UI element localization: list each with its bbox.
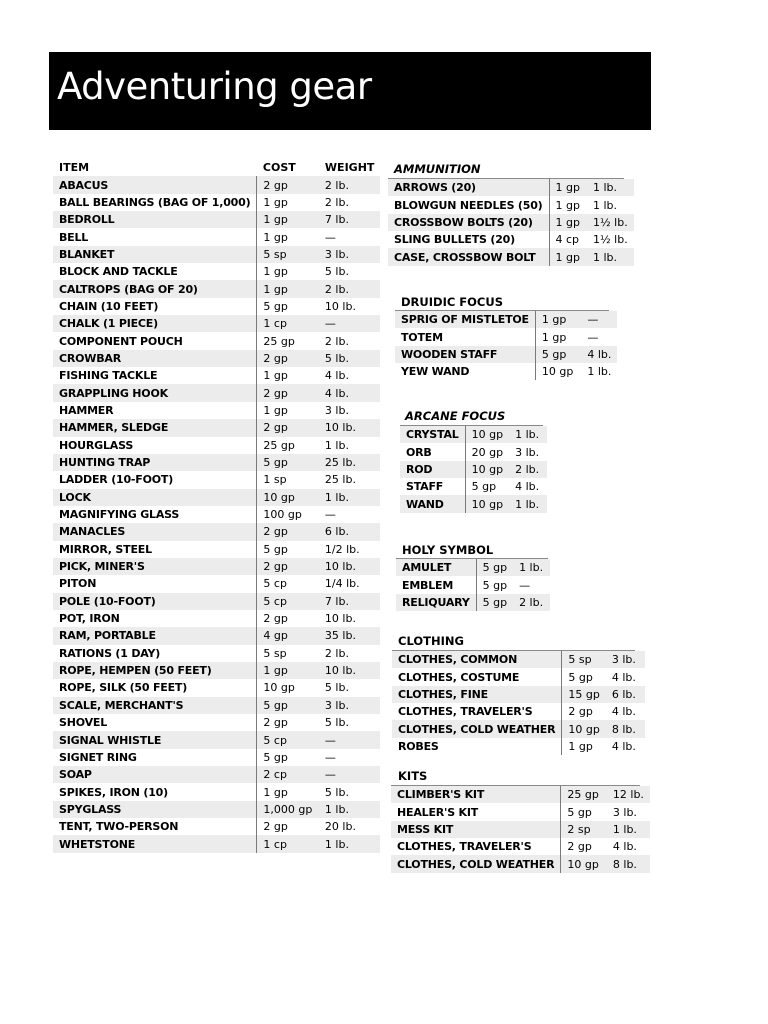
- table-row: [53, 766, 380, 783]
- table-row: [53, 419, 380, 436]
- ammunition-title: AMMUNITION: [394, 162, 481, 176]
- item-cost: 10 gp: [562, 720, 606, 737]
- arcane-row: [400, 478, 547, 495]
- table-row: [53, 506, 380, 523]
- item-name: TENT, TWO-PERSON: [59, 820, 179, 834]
- item-name: EMBLEM: [402, 578, 454, 592]
- item-name: ROD: [400, 461, 465, 478]
- table-row: [53, 454, 380, 471]
- item-weight: 1 lb.: [587, 365, 612, 379]
- item-weight: —: [319, 731, 380, 748]
- item-weight: 6 lb.: [606, 686, 645, 703]
- item-name: CLOTHES, TRAVELER'S: [397, 840, 532, 854]
- arcane-focus-table: [400, 426, 547, 513]
- item-weight: 5 lb.: [324, 785, 349, 799]
- item-name: BALL BEARINGS (BAG OF 1,000): [59, 195, 251, 209]
- item-weight: 2 lb.: [319, 280, 380, 297]
- item-cost: 5 gp: [465, 478, 509, 495]
- item-weight: 10 lb.: [319, 558, 380, 575]
- item-cost: 5 cp: [257, 575, 319, 592]
- item-weight: —: [324, 750, 336, 764]
- kits-row: [391, 838, 650, 855]
- item-weight: 3 lb.: [606, 651, 645, 668]
- druidic-focus-table: [395, 311, 617, 380]
- item-weight: 2 lb.: [324, 334, 349, 348]
- item-weight: 3 lb.: [324, 403, 349, 417]
- item-name: ROPE, SILK (50 FEET): [59, 681, 188, 695]
- arcane-row: [400, 426, 547, 443]
- item-cost: 10 gp: [561, 855, 607, 872]
- item-weight: 2 lb.: [324, 646, 349, 660]
- table-row: [53, 350, 380, 367]
- item-weight: 5 lb.: [324, 265, 349, 279]
- item-name: SCALE, MERCHANT'S: [53, 697, 257, 714]
- item-name: CLOTHES, COMMON: [392, 651, 562, 668]
- ammunition-row: [388, 214, 634, 231]
- item-cost: 2 gp: [257, 714, 319, 731]
- item-name: STAFF: [406, 480, 444, 494]
- item-cost: 5 gp: [257, 298, 319, 315]
- clothing-title: CLOTHING: [398, 634, 464, 648]
- item-name: HAMMER: [59, 403, 114, 417]
- item-weight: 1 lb.: [513, 559, 550, 576]
- item-cost: 5 gp: [476, 594, 513, 611]
- item-weight: 7 lb.: [319, 211, 380, 228]
- item-name: MESS KIT: [391, 821, 561, 838]
- item-weight: 7 lb.: [319, 593, 380, 610]
- item-weight: 20 lb.: [324, 820, 356, 834]
- item-name: CLOTHES, TRAVELER'S: [398, 705, 533, 719]
- item-name: BLOWGUN NEEDLES (50): [394, 198, 543, 212]
- item-cost: 1 gp: [257, 783, 319, 800]
- weight-column-header: WEIGHT: [324, 161, 375, 175]
- item-weight: 4 lb.: [581, 346, 617, 363]
- item-cost: 5 gp: [257, 697, 319, 714]
- table-row: [53, 679, 380, 696]
- table-row: [53, 662, 380, 679]
- item-weight: 2 lb.: [513, 594, 550, 611]
- item-cost: 10 gp: [465, 495, 509, 512]
- item-name: ROPE, HEMPEN (50 FEET): [53, 662, 257, 679]
- item-name: SPIKES, IRON (10): [59, 785, 168, 799]
- item-name: YEW WAND: [401, 365, 470, 379]
- item-name: FISHING TACKLE: [59, 369, 158, 383]
- item-cost: 25 gp: [257, 437, 319, 454]
- item-cost: 1 gp: [535, 328, 581, 345]
- item-name: LOCK: [53, 489, 257, 506]
- item-name: RATIONS (1 DAY): [59, 646, 161, 660]
- table-row: [53, 731, 380, 748]
- kits-title: KITS: [398, 769, 428, 783]
- item-name: HEALER'S KIT: [397, 805, 479, 819]
- item-weight: 35 lb.: [319, 627, 380, 644]
- item-cost: 5 cp: [257, 731, 319, 748]
- item-weight: —: [581, 311, 617, 328]
- item-name: HOURGLASS: [59, 438, 134, 452]
- item-name: COMPONENT POUCH: [59, 334, 183, 348]
- druidic-row: [395, 363, 617, 380]
- item-cost: 5 gp: [476, 559, 513, 576]
- item-name: BLANKET: [53, 246, 257, 263]
- item-cost: 20 gp: [465, 443, 509, 460]
- item-cost: 2 gp: [257, 610, 319, 627]
- item-cost: 100 gp: [257, 506, 319, 523]
- ammunition-row: [388, 196, 634, 213]
- item-weight: 2 lb.: [324, 195, 349, 209]
- item-weight: 4 lb.: [324, 369, 349, 383]
- item-name: SIGNAL WHISTLE: [53, 731, 257, 748]
- item-cost: 10 gp: [465, 426, 509, 443]
- item-cost: 1 gp: [535, 311, 581, 328]
- item-cost: 1 gp: [257, 228, 319, 245]
- item-name: HUNTING TRAP: [53, 454, 257, 471]
- table-row: [53, 835, 380, 852]
- item-cost: 2 cp: [257, 766, 319, 783]
- item-weight: 1 lb.: [607, 821, 650, 838]
- clothing-row: [392, 668, 645, 685]
- item-cost: 1 gp: [257, 263, 319, 280]
- item-column-header: ITEM: [59, 161, 90, 175]
- item-cost: 1 gp: [257, 211, 319, 228]
- item-weight: 10 lb.: [319, 419, 380, 436]
- item-name: POLE (10-FOOT): [53, 593, 257, 610]
- clothing-row: [392, 738, 645, 755]
- table-row: [53, 627, 380, 644]
- item-weight: 25 lb.: [319, 454, 380, 471]
- item-cost: 25 gp: [561, 786, 607, 803]
- item-weight: 8 lb.: [606, 720, 645, 737]
- item-name: SIGNET RING: [59, 750, 137, 764]
- item-name: LADDER (10-FOOT): [59, 473, 174, 487]
- table-row: [53, 332, 380, 349]
- item-weight: 8 lb.: [607, 855, 650, 872]
- arcane-focus-title: ARCANE FOCUS: [405, 409, 506, 423]
- table-row: [53, 749, 380, 766]
- item-cost: 10 gp: [535, 363, 581, 380]
- item-cost: 10 gp: [257, 489, 319, 506]
- item-name: CLIMBER'S KIT: [391, 786, 561, 803]
- item-weight: —: [587, 330, 599, 344]
- arcane-row: [400, 495, 547, 512]
- holy-symbol-title: HOLY SYMBOL: [402, 543, 494, 557]
- item-name: AMULET: [396, 559, 476, 576]
- item-weight: 5 lb.: [324, 716, 349, 730]
- item-cost: 2 sp: [561, 821, 607, 838]
- item-name: SPYGLASS: [53, 801, 257, 818]
- item-name: MIRROR, STEEL: [59, 542, 152, 556]
- title-banner: [49, 52, 651, 130]
- item-name: RAM, PORTABLE: [53, 627, 257, 644]
- item-cost: 5 gp: [561, 803, 607, 820]
- item-weight: 1 lb.: [319, 801, 380, 818]
- item-name: GRAPPLING HOOK: [53, 384, 257, 401]
- item-cost: 5 cp: [257, 593, 319, 610]
- item-name: SOAP: [53, 766, 257, 783]
- item-cost: 1 gp: [549, 179, 587, 196]
- table-row: [53, 211, 380, 228]
- item-weight: 4 lb.: [319, 384, 380, 401]
- kits-row: [391, 803, 650, 820]
- kits-row: [391, 821, 650, 838]
- item-name: MAGNIFYING GLASS: [59, 508, 180, 522]
- table-row: [53, 194, 380, 211]
- item-name: WOODEN STAFF: [395, 346, 535, 363]
- item-weight: 1 lb.: [587, 179, 634, 196]
- item-weight: 10 lb.: [324, 299, 356, 313]
- item-name: WHETSTONE: [53, 835, 257, 852]
- item-cost: 5 gp: [257, 541, 319, 558]
- item-cost: 5 sp: [257, 246, 319, 263]
- item-cost: 2 gp: [561, 838, 607, 855]
- item-name: CLOTHES, COLD WEATHER: [392, 720, 562, 737]
- cost-column-header: COST: [262, 161, 296, 175]
- item-weight: 3 lb.: [319, 697, 380, 714]
- item-name: BLOCK AND TACKLE: [59, 265, 178, 279]
- item-weight: 1 lb.: [593, 198, 618, 212]
- item-weight: 1 lb.: [324, 438, 349, 452]
- item-name: ROBES: [398, 739, 439, 753]
- table-row: [53, 471, 380, 488]
- item-name: SHOVEL: [59, 716, 108, 730]
- item-weight: 1 lb.: [509, 426, 547, 443]
- item-weight: 1 lb.: [509, 495, 547, 512]
- arcane-row: [400, 461, 547, 478]
- item-name: CRYSTAL: [400, 426, 465, 443]
- item-name: CHAIN (10 FEET): [59, 299, 159, 313]
- ammunition-table: [388, 179, 634, 266]
- table-row: [53, 246, 380, 263]
- table-row: [53, 402, 380, 419]
- table-row: [53, 558, 380, 575]
- item-cost: 2 gp: [257, 523, 319, 540]
- arcane-row: [400, 443, 547, 460]
- clothing-row: [392, 686, 645, 703]
- item-name: SPRIG OF MISTLETOE: [395, 311, 535, 328]
- holy-symbol-table: [396, 559, 550, 611]
- table-row: [53, 575, 380, 592]
- item-cost: 15 gp: [562, 686, 606, 703]
- item-cost: 1 gp: [257, 402, 319, 419]
- item-cost: 2 gp: [257, 176, 319, 193]
- item-weight: 4 lb.: [611, 739, 636, 753]
- item-cost: 5 gp: [562, 668, 606, 685]
- table-row: [53, 176, 380, 193]
- item-cost: 2 gp: [257, 384, 319, 401]
- item-name: CASE, CROSSBOW BOLT: [388, 248, 549, 265]
- item-cost: 1 gp: [257, 194, 319, 211]
- header-row: [53, 159, 380, 176]
- item-name: CROWBAR: [53, 350, 257, 367]
- table-row: [53, 384, 380, 401]
- item-name: WAND: [400, 495, 465, 512]
- item-cost: 1 gp: [549, 214, 587, 231]
- ammunition-row: [388, 231, 634, 248]
- item-weight: 1 lb.: [319, 489, 380, 506]
- table-row: [53, 541, 380, 558]
- item-cost: 1 sp: [257, 471, 319, 488]
- holy-row: [396, 576, 550, 593]
- item-weight: 1/2 lb.: [324, 542, 360, 556]
- item-weight: 5 lb.: [324, 681, 349, 695]
- item-cost: 4 cp: [549, 231, 587, 248]
- item-name: ORB: [406, 445, 432, 459]
- item-cost: 5 gp: [476, 576, 513, 593]
- table-row: [53, 697, 380, 714]
- item-cost: 10 gp: [465, 461, 509, 478]
- item-weight: 1/4 lb.: [324, 577, 360, 591]
- item-cost: 1 gp: [549, 248, 587, 265]
- item-cost: 5 gp: [257, 749, 319, 766]
- item-cost: 10 gp: [257, 679, 319, 696]
- item-cost: 5 sp: [562, 651, 606, 668]
- item-weight: 10 lb.: [324, 612, 356, 626]
- item-weight: 3 lb.: [612, 805, 637, 819]
- item-weight: —: [324, 230, 336, 244]
- kits-row: [391, 786, 650, 803]
- druidic-row: [395, 346, 617, 363]
- kits-row: [391, 855, 650, 872]
- item-cost: 2 gp: [257, 818, 319, 835]
- table-row: [53, 228, 380, 245]
- item-weight: 6 lb.: [319, 523, 380, 540]
- item-name: CLOTHES, COLD WEATHER: [391, 855, 561, 872]
- item-weight: 1½ lb.: [587, 214, 634, 231]
- item-cost: 5 sp: [257, 645, 319, 662]
- item-weight: 5 lb.: [319, 350, 380, 367]
- clothing-row: [392, 703, 645, 720]
- kits-table: [391, 786, 650, 873]
- item-name: CROSSBOW BOLTS (20): [388, 214, 549, 231]
- item-name: TOTEM: [401, 330, 443, 344]
- item-weight: —: [319, 315, 380, 332]
- page-title: Adventuring gear: [57, 65, 372, 108]
- table-row: [53, 523, 380, 540]
- table-row: [53, 367, 380, 384]
- item-cost: 1 gp: [257, 280, 319, 297]
- holy-row: [396, 559, 550, 576]
- item-cost: 5 gp: [535, 346, 581, 363]
- item-name: PICK, MINER'S: [53, 558, 257, 575]
- item-name: CLOTHES, FINE: [392, 686, 562, 703]
- table-row: [53, 263, 380, 280]
- item-weight: 12 lb.: [607, 786, 650, 803]
- item-weight: 1 lb.: [319, 835, 380, 852]
- main-gear-table: [53, 159, 380, 853]
- table-row: [53, 280, 380, 297]
- item-name: PITON: [59, 577, 97, 591]
- item-weight: 4 lb.: [611, 670, 636, 684]
- item-weight: 2 lb.: [319, 176, 380, 193]
- item-cost: 2 gp: [562, 703, 606, 720]
- item-cost: 5 gp: [257, 454, 319, 471]
- item-cost: 2 gp: [257, 558, 319, 575]
- item-cost: 25 gp: [257, 332, 319, 349]
- clothing-table: [392, 651, 645, 755]
- item-name: SLING BULLETS (20): [394, 233, 515, 247]
- item-weight: —: [519, 578, 531, 592]
- item-name: BEDROLL: [53, 211, 257, 228]
- item-name: CLOTHES, COSTUME: [398, 670, 520, 684]
- table-row: [53, 818, 380, 835]
- holy-row: [396, 594, 550, 611]
- item-cost: 2 gp: [257, 419, 319, 436]
- item-weight: —: [324, 508, 336, 522]
- item-weight: 3 lb.: [515, 445, 540, 459]
- table-row: [53, 315, 380, 332]
- item-weight: 4 lb.: [515, 480, 540, 494]
- clothing-row: [392, 720, 645, 737]
- item-cost: 1 cp: [257, 835, 319, 852]
- item-name: MANACLES: [53, 523, 257, 540]
- clothing-row: [392, 651, 645, 668]
- table-row: [53, 801, 380, 818]
- item-cost: 1 gp: [549, 196, 587, 213]
- ammunition-row: [388, 248, 634, 265]
- item-weight: 25 lb.: [324, 473, 356, 487]
- table-row: [53, 437, 380, 454]
- item-weight: —: [319, 766, 380, 783]
- item-weight: 4 lb.: [612, 840, 637, 854]
- item-name: CALTROPS (BAG OF 20): [53, 280, 257, 297]
- druidic-row: [395, 311, 617, 328]
- item-weight: 10 lb.: [319, 662, 380, 679]
- table-row: [53, 298, 380, 315]
- item-cost: 1 gp: [257, 367, 319, 384]
- item-weight: 2 lb.: [509, 461, 547, 478]
- table-row: [53, 645, 380, 662]
- item-weight: 3 lb.: [319, 246, 380, 263]
- item-weight: 1½ lb.: [593, 233, 628, 247]
- item-name: ABACUS: [53, 176, 257, 193]
- table-row: [53, 610, 380, 627]
- table-row: [53, 714, 380, 731]
- table-row: [53, 783, 380, 800]
- item-name: BELL: [59, 230, 89, 244]
- item-name: CHALK (1 PIECE): [53, 315, 257, 332]
- item-name: POT, IRON: [59, 612, 120, 626]
- table-row: [53, 593, 380, 610]
- druidic-focus-title: DRUIDIC FOCUS: [401, 295, 503, 309]
- item-weight: 1 lb.: [587, 248, 634, 265]
- item-name: ARROWS (20): [388, 179, 549, 196]
- item-cost: 1,000 gp: [257, 801, 319, 818]
- item-cost: 2 gp: [257, 350, 319, 367]
- item-weight: 4 lb.: [611, 705, 636, 719]
- item-cost: 1 gp: [562, 738, 606, 755]
- item-name: RELIQUARY: [396, 594, 476, 611]
- ammunition-row: [388, 179, 634, 196]
- item-name: HAMMER, SLEDGE: [53, 419, 257, 436]
- table-row: [53, 489, 380, 506]
- item-cost: 1 gp: [257, 662, 319, 679]
- druidic-row: [395, 328, 617, 345]
- item-cost: 4 gp: [257, 627, 319, 644]
- item-cost: 1 cp: [257, 315, 319, 332]
